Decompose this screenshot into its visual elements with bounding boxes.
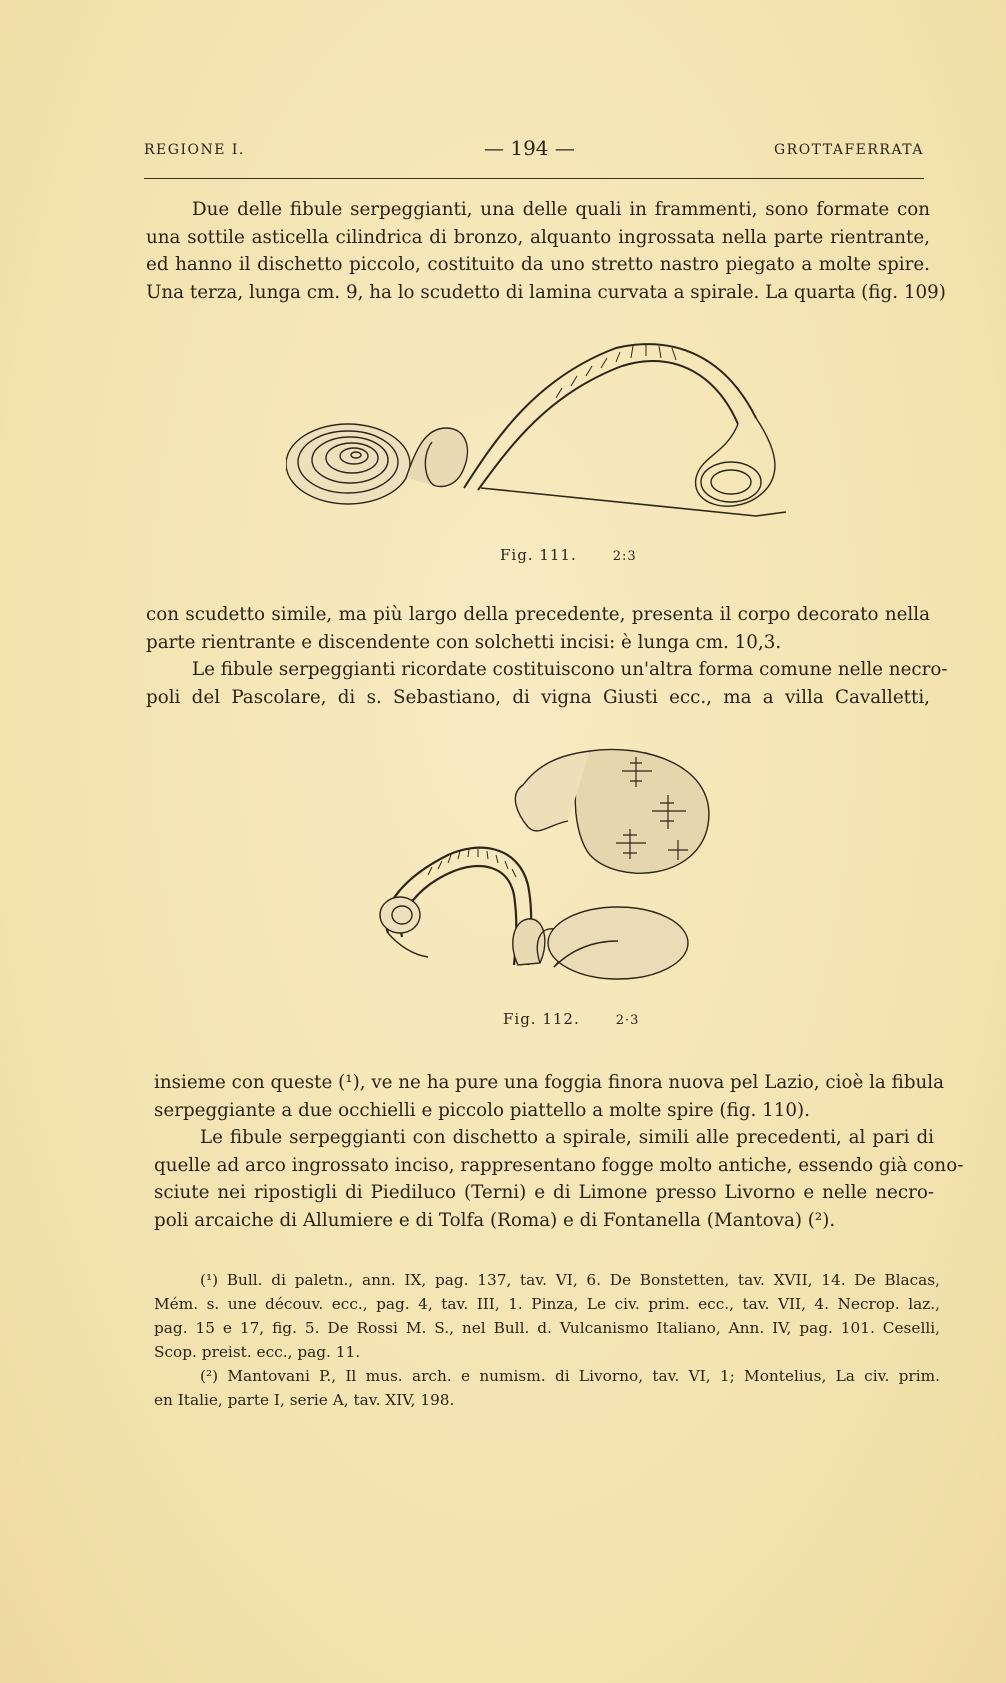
figure-scale: 2·3 — [615, 1013, 640, 1028]
text-line: Le fibule serpeggianti con dischetto a spirale, simili alle precedenti, al pari di — [200, 1127, 934, 1148]
text-line: Le fibule serpeggianti ricordate costituiscono un'altra forma comune nelle necro- — [192, 659, 948, 680]
header-rule — [144, 178, 924, 179]
page-number: — 194 — — [484, 136, 575, 160]
paragraph-2 — [146, 601, 930, 656]
text-line: Due delle fibule serpeggianti, una delle quali in frammenti, sono formate con — [192, 199, 930, 220]
text-line: poli arcaiche di Allumiere e di Tolfa (Roma) e di Fontanella (Mantova) (²). — [154, 1209, 836, 1231]
text-line: insieme con queste (¹), ve ne ha pure una foggia finora nuova pel Lazio, cioè la fibula — [154, 1072, 945, 1093]
fibula-drawing-2 — [368, 745, 718, 995]
figure-label: Fig. 112. — [503, 1010, 580, 1028]
figure-112-caption — [503, 1010, 639, 1028]
footnotes — [154, 1268, 940, 1412]
paragraph-1 — [146, 196, 946, 306]
figure-111-caption — [500, 546, 637, 564]
paragraph-5 — [154, 1124, 964, 1234]
footnote-line: pag. 15 e 17, fig. 5. De Rossi M. S., nel Bull. d. Vulcanismo Italiano, Ann. IV, pag. 101. Ceselli, — [154, 1319, 940, 1337]
figure-111-illustration — [286, 338, 796, 528]
figure-112-illustration — [368, 745, 718, 995]
header-region: REGIONE I. — [144, 142, 245, 158]
text-line: serpeggiante a due occhielli e piccolo piattello a molte spire (fig. 110). — [154, 1099, 810, 1121]
header-place: GROTTAFERRATA — [773, 142, 924, 158]
text-line: con scudetto simile, ma più largo della precedente, presenta il corpo decorato nella — [146, 604, 930, 625]
footnote-line: (¹) Bull. di paletn., ann. IX, pag. 137, tav. VI, 6. De Bonstetten, tav. XVII, 14. De Blacas, — [200, 1271, 940, 1289]
text-line: quelle ad arco ingrossato inciso, rappresentano fogge molto antiche, essendo già cono- — [154, 1154, 964, 1176]
running-header — [144, 136, 924, 166]
paragraph-3 — [146, 656, 948, 711]
text-line: Una terza, lunga cm. 9, ha lo scudetto di lamina curvata a spirale. La quarta (fig. 109) — [146, 281, 946, 303]
footnote-line: en Italie, parte I, serie A, tav. XIV, 198. — [154, 1391, 455, 1409]
footnote-line: (²) Mantovani P., Il mus. arch. e numism. di Livorno, tav. VI, 1; Montelius, La civ. prim. — [200, 1367, 940, 1385]
text-line: una sottile asticella cilindrica di bronzo, alquanto ingrossata nella parte rientrante, — [146, 226, 930, 248]
fibula-drawing-1 — [286, 338, 796, 528]
footnote-line: Mém. s. une découv. ecc., pag. 4, tav. III, 1. Pinza, Le civ. prim. ecc., tav. VII, 4. Necrop. laz., — [154, 1295, 940, 1313]
footnote-line: Scop. preist. ecc., pag. 11. — [154, 1343, 361, 1361]
text-line: poli del Pascolare, di s. Sebastiano, di vigna Giusti ecc., ma a villa Cavalletti, — [146, 686, 930, 708]
text-line: ed hanno il dischetto piccolo, costituito da uno stretto nastro piegato a molte spire. — [146, 254, 930, 275]
figure-label: Fig. 111. — [500, 546, 577, 564]
text-line: parte rientrante e discendente con solchetti incisi: è lunga cm. 10,3. — [146, 631, 782, 653]
paragraph-4 — [154, 1069, 945, 1124]
figure-scale: 2:3 — [612, 549, 637, 564]
text-line: sciute nei ripostigli di Piediluco (Terni) e di Limone presso Livorno e nelle necro- — [154, 1182, 934, 1203]
